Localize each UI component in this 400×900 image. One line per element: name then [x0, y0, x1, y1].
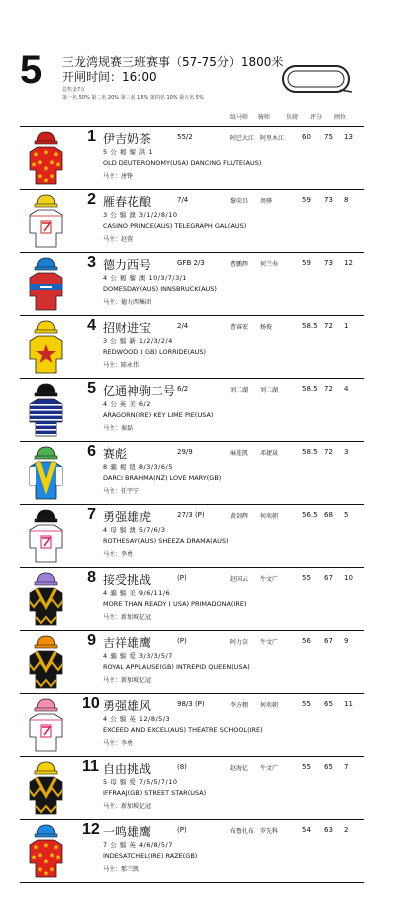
trainer-name: 刘二湖	[230, 387, 249, 394]
jockey-name: 周骅	[260, 198, 273, 205]
carried-weight: 55	[302, 700, 311, 708]
horse-entry	[20, 441, 364, 505]
race-prize-total: 总奖金7万	[62, 87, 86, 93]
row-divider	[20, 819, 364, 820]
jockey-name: 刘二湖	[260, 387, 279, 394]
odds-rating: (8)	[177, 763, 187, 771]
carried-weight: 55	[302, 763, 311, 771]
carried-weight: 58.5	[302, 448, 318, 456]
horse-pedigree: INDESATCHEL(IRE) RAZE(GB)	[103, 852, 198, 860]
horse-pedigree: REDWOOD ( GB) LORRIDE(AUS)	[103, 348, 207, 356]
jockey-silks-icon	[28, 319, 64, 375]
jockey-silks-icon	[28, 634, 64, 690]
trainer-name: 李方栩	[230, 702, 249, 709]
horse-pedigree: ROTHESAY(AUS) SHEEZA DRAMA(AUS)	[103, 537, 229, 545]
odds-rating: GFB 2/3	[177, 259, 205, 267]
horse-entry	[20, 630, 364, 694]
barrier-draw: 8	[344, 196, 349, 204]
horse-name: 勇强雄风	[103, 699, 152, 713]
jockey-name: 何兰寿	[260, 261, 279, 268]
horse-pedigree: CASINO PRINCE(AUS) TELEGRAPH GAL(AUS)	[103, 222, 247, 230]
horse-number: 9	[87, 632, 96, 649]
bottom-rule	[20, 882, 364, 883]
jockey-name: 牛文广	[260, 765, 279, 772]
odds-rating: 98/3 (P)	[177, 700, 205, 708]
odds-rating: 29/9	[177, 448, 193, 456]
jockey-name: 何奕朝	[260, 702, 279, 709]
barrier-draw: 10	[344, 574, 353, 582]
horse-entry	[20, 567, 364, 631]
horse-number: 2	[87, 191, 96, 208]
horse-name: 招财进宝	[103, 321, 152, 335]
horse-rating: 72	[324, 385, 333, 393]
trainer-name: 黎荣昌	[230, 198, 249, 205]
horse-number: 12	[82, 821, 100, 838]
horse-pedigree: DOMESDAY(AUS) INNSBRUCK(AUS)	[103, 285, 217, 293]
horse-info: 3 公 骝 新 1/2/3/2/4	[103, 337, 173, 345]
horse-owner: 马主：新加坡亿冠	[103, 677, 152, 684]
row-divider	[20, 504, 364, 505]
carried-weight: 59	[302, 259, 311, 267]
horse-info: 8 骟 褐 纽 8/3/3/6/5	[103, 463, 173, 471]
barrier-draw: 1	[344, 322, 349, 330]
barrier-draw: 12	[344, 259, 353, 267]
col-header-trainer: 练马师	[230, 114, 249, 121]
trainer-name: 阿力奈	[230, 639, 249, 646]
horse-pedigree: MORE THAN READY ( USA) PRIMADONA(IRE)	[103, 600, 247, 608]
carried-weight: 58.5	[302, 322, 318, 330]
horse-entry	[20, 126, 364, 190]
carried-weight: 54	[302, 826, 311, 834]
jockey-name: 杨俊	[260, 324, 273, 331]
horse-name: 勇强雄虎	[103, 510, 152, 524]
horse-rating: 65	[324, 763, 333, 771]
barrier-draw: 5	[344, 511, 349, 519]
horse-entry	[20, 756, 364, 820]
odds-rating: 2/4	[177, 322, 189, 330]
row-divider	[20, 126, 364, 127]
track-diagram-icon	[280, 62, 354, 98]
carried-weight: 60	[302, 133, 311, 141]
barrier-draw: 4	[344, 385, 349, 393]
row-divider	[20, 630, 364, 631]
horse-owner: 马主：那兰凯	[103, 866, 140, 873]
horse-name: 德力西号	[103, 258, 152, 272]
horse-pedigree: IFFRAAJ(GB) STREET STAR(USA)	[103, 789, 207, 797]
jockey-silks-icon	[28, 508, 64, 564]
horse-owner: 马主：新加坡亿冠	[103, 803, 152, 810]
horse-info: 3 公 骝 澳 3/1/2/8/10	[103, 211, 178, 219]
horse-info: 5 母 骝 爱 7/5/5/7/10	[103, 778, 178, 786]
horse-entry	[20, 252, 364, 316]
horse-number: 11	[82, 758, 99, 775]
odds-rating: 27/3 (P)	[177, 511, 205, 519]
horse-owner: 马主：德力西集团	[103, 299, 152, 306]
horse-name: 雁春花酿	[103, 195, 152, 209]
horse-name: 一鸣雄鹰	[103, 825, 152, 839]
trainer-name: 阿巴大江	[230, 135, 255, 142]
odds-rating: 6/2	[177, 385, 189, 393]
barrier-draw: 7	[344, 763, 349, 771]
race-title: 三龙湾规赛三班赛事（57-75分）1800米	[62, 55, 284, 69]
jockey-name: 邓捷晟	[260, 450, 279, 457]
jockey-name: 罗先科	[260, 828, 279, 835]
horse-entry	[20, 819, 364, 883]
horse-name: 自由挑战	[103, 762, 152, 776]
row-divider	[20, 315, 364, 316]
trainer-name: 曹睿宏	[230, 324, 249, 331]
odds-rating: (P)	[177, 574, 187, 582]
carried-weight: 56	[302, 637, 311, 645]
horse-owner: 马主：新加坡亿冠	[103, 614, 152, 621]
horse-rating: 67	[324, 637, 333, 645]
barrier-draw: 11	[344, 700, 353, 708]
horse-info: 4 骟 骝 爱 3/3/3/5/7	[103, 652, 173, 660]
horse-owner: 马主：陈永伟	[103, 362, 140, 369]
horse-entry	[20, 315, 364, 379]
horse-rating: 67	[324, 574, 333, 582]
horse-name: 吉祥雄鹰	[103, 636, 152, 650]
horse-info: 4 骟 骝 美 9/6/11/6	[103, 589, 171, 597]
horse-info: 4 公 英 美 6/2	[103, 400, 151, 408]
horse-entry	[20, 693, 364, 757]
horse-owner: 马主：赵蓉	[103, 236, 134, 243]
barrier-draw: 3	[344, 448, 349, 456]
horse-name: 接受挑战	[103, 573, 152, 587]
odds-rating: (P)	[177, 826, 187, 834]
carried-weight: 56.5	[302, 511, 318, 519]
row-divider	[20, 441, 364, 442]
row-divider	[20, 252, 364, 253]
jockey-name: 牛文广	[260, 576, 279, 583]
col-header-draw: 闸位	[334, 114, 347, 121]
horse-number: 8	[87, 569, 96, 586]
col-header-rating: 评分	[310, 114, 323, 121]
horse-info: 4 公 褐 骝 澳 10/3/7/3/1	[103, 274, 188, 282]
race-prize-split: 第一名 50% 第二名 20% 第三名 15% 第四名 10% 第五名 5%	[62, 95, 204, 101]
horse-pedigree: EXCEED AND EXCEL(AUS) THEATRE SCHOOL(IRE)	[103, 726, 263, 734]
horse-number: 5	[87, 380, 96, 397]
jockey-silks-icon	[28, 823, 64, 879]
col-header-jockey: 骑师	[258, 114, 271, 121]
odds-rating: 55/2	[177, 133, 193, 141]
horse-entry	[20, 378, 364, 442]
horse-name: 亿通神驹二号	[103, 384, 176, 398]
horse-rating: 65	[324, 700, 333, 708]
jockey-silks-icon	[28, 130, 64, 186]
horse-owner: 马主：秦磊	[103, 425, 134, 432]
jockey-name: 牛文广	[260, 639, 279, 646]
horse-number: 10	[82, 695, 100, 712]
horse-owner: 马主：任宇宁	[103, 488, 140, 495]
horse-pedigree: DARCI BRAHMA(NZ) LOVE MARY(GB)	[103, 474, 222, 482]
jockey-silks-icon	[28, 382, 64, 438]
horse-rating: 63	[324, 826, 333, 834]
jockey-silks-icon	[28, 697, 64, 753]
horse-rating: 73	[324, 196, 333, 204]
barrier-draw: 2	[344, 826, 349, 834]
horse-number: 7	[87, 506, 96, 523]
trainer-name: 布鲁扎布	[230, 828, 255, 835]
trainer-name: 黄剑辉	[230, 513, 249, 520]
horse-owner: 马主：李勇	[103, 740, 134, 747]
horse-name: 赛彪	[103, 447, 128, 461]
horse-number: 1	[87, 128, 96, 145]
horse-info: 4 母 骝 澳 5/7/6/3	[103, 526, 166, 534]
carried-weight: 58.5	[302, 385, 318, 393]
trainer-name: 曹鹏辉	[230, 261, 249, 268]
carried-weight: 59	[302, 196, 311, 204]
row-divider	[20, 378, 364, 379]
trainer-name: 赵海亿	[230, 765, 249, 772]
col-header-weight: 负磅	[286, 114, 299, 121]
row-divider	[20, 567, 364, 568]
jockey-silks-icon	[28, 760, 64, 816]
horse-rating: 73	[324, 259, 333, 267]
jockey-silks-icon	[28, 193, 64, 249]
jockey-silks-icon	[28, 571, 64, 627]
race-number: 5	[20, 48, 43, 92]
horse-number: 3	[87, 254, 96, 271]
jockey-silks-icon	[28, 256, 64, 312]
horse-number: 6	[87, 443, 96, 460]
horse-rating: 75	[324, 133, 333, 141]
horse-rating: 72	[324, 448, 333, 456]
horse-entry	[20, 189, 364, 253]
horse-name: 伊吉奶茶	[103, 132, 152, 146]
odds-rating: (P)	[177, 637, 187, 645]
row-divider	[20, 693, 364, 694]
jockey-silks-icon	[28, 445, 64, 501]
odds-rating: 7/4	[177, 196, 189, 204]
horse-info: 5 公 褐 骝 洪 1	[103, 148, 154, 156]
row-divider	[20, 189, 364, 190]
horse-owner: 马主：李勇	[103, 551, 134, 558]
horse-pedigree: OLD DEUTERONOMY(USA) DANCING FLUTE(AUS)	[103, 159, 262, 167]
trainer-name: 赵国云	[230, 576, 249, 583]
jockey-name: 何奕朝	[260, 513, 279, 520]
carried-weight: 55	[302, 574, 311, 582]
horse-pedigree: ARAGORN(IRE) KEY LIME PIE(USA)	[103, 411, 214, 419]
horse-number: 4	[87, 317, 96, 334]
horse-rating: 68	[324, 511, 333, 519]
horse-entry	[20, 504, 364, 568]
horse-owner: 马主：唐铮	[103, 173, 134, 180]
horse-rating: 72	[324, 322, 333, 330]
barrier-draw: 13	[344, 133, 353, 141]
horse-info: 7 公 骝 英 4/6/8/5/7	[103, 841, 173, 849]
barrier-draw: 9	[344, 637, 349, 645]
jockey-name: 阿里木江	[260, 135, 285, 142]
horse-info: 4 公 骝 英 12/8/5/3	[103, 715, 171, 723]
horse-pedigree: ROYAL APPLAUSE(GB) INTREPID QUEEN(USA)	[103, 663, 250, 671]
row-divider	[20, 756, 364, 757]
trainer-name: 麻连凯	[230, 450, 249, 457]
race-start-time: 开闸时间：16:00	[62, 70, 157, 84]
